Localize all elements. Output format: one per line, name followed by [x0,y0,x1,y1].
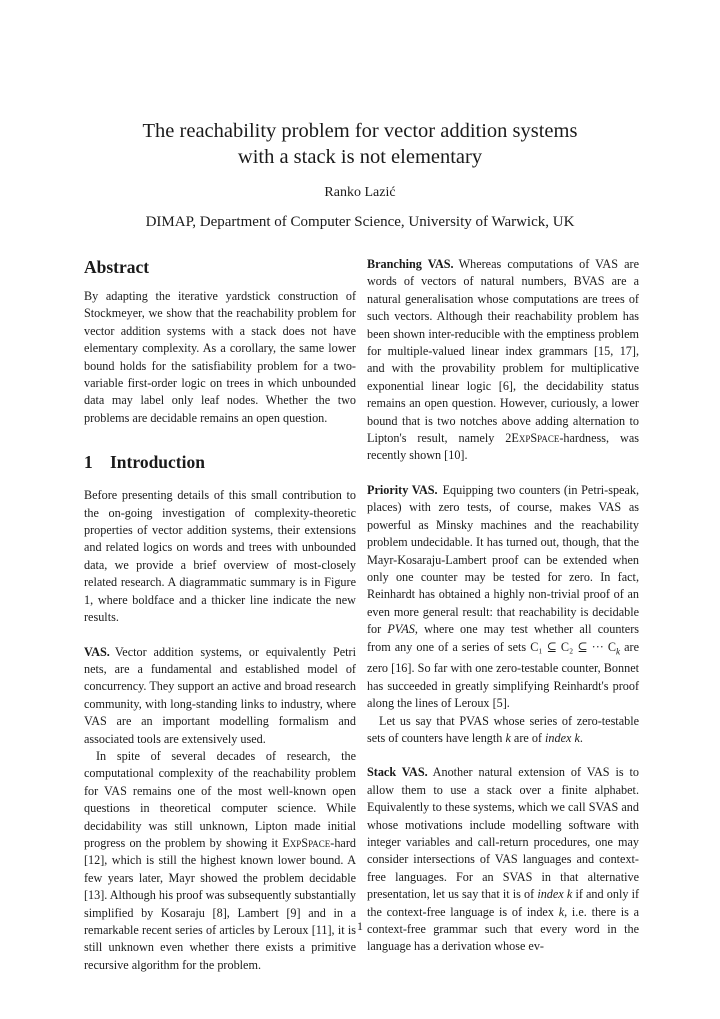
vas2-text-a: In spite of several decades of research, the computational complexity of the reachability problem for VAS remains one of the most well-known open questions in theoretical computer science. While decidability was still unknown, Lipton made initial progress on the problem by showing it [84,748,356,850]
index-k-term: index k [545,731,580,745]
section-title: Introduction [110,452,205,473]
paper-title [0,118,720,170]
priority-text-b: , where one may test whether all counters from any one of a series of sets C₁ ⊆ C₂ ⊆ ··· C [367,622,640,654]
index-term: index [537,887,564,902]
page-number: 1 [357,919,363,933]
priority-runin-heading: Priority VAS. [367,482,438,497]
branching-paragraph [367,256,639,465]
vas2-text-b: -hard [12], which is still the highest known lower bound. A few years later, Mayr showed the problem decidable [13]. Although his proof was subsequently substantially simplified by Kosaraju [8], Lambert [9] and in a remarkable recent series of articles by Leroux [11], it is still unknown even whether there exists a primitive recursive algorithm for the problem. [84,835,356,972]
priority2-text-b: are of [513,731,542,745]
abstract-text: By adapting the iterative yardstick construction of Stockmeyer, we show that the reachability problem for vector addition systems with a stack does not have elementary complexity. As a corollary, the same lower bound holds for the satisfiability problem for a two-variable first-order logic on trees in which unbounded data may label only leaf nodes. Whether the two problems are decidable remains an open question. [84,289,356,425]
pvas-term: PVAS [387,622,415,637]
priority-paragraph-2 [367,713,639,748]
branching-runin-heading: Branching VAS. [367,257,454,271]
priority2-text-a: Let us say that PVAS whose series of zero-testable sets of counters have length [367,713,639,745]
abstract-heading: Abstract [84,257,150,277]
priority-paragraph [367,482,639,713]
stack-text-a: Another natural extension of VAS is to allow them to use a stack over a finite alphabet. Equivalently to these systems, which we call SVAS and whose motivations include modelling software with integer variables and call-return procedures, one may consider intersections of VAS languages and context-free languages. For an SVAS in that alternative presentation, let us say that it is of [367,765,639,902]
stack-text-c: if and only if the context-free language is of index [367,887,640,919]
stack-text-e: , i.e. there is a context-free grammar such that every word in the language has a derivation whose ev- [367,904,639,954]
stack-runin-heading: Stack VAS. [367,765,428,780]
section-heading-introduction [84,451,356,473]
expspace-term: ExpSpace [282,835,331,850]
author-name: Ranko Lazić [324,185,396,200]
priority2-text-c: . [579,731,583,745]
vas-paragraph [84,644,356,748]
vas-text: Vector addition systems, or equivalently Petri nets, are a fundamental and established model of concurrency. They support an active and broad research community, with long-standing links to industry, where VAS are an important modelling formalism and associated tools are extensively used. [84,644,356,746]
priority-text-c: are zero [16]. So far with one zero-testable counter, Bonnet has succeeded in greatly simplifying Reinhardt's proof along the lines of Leroux [5]. [367,639,639,711]
stack-k-2: k [558,904,565,919]
priority2-k: k [505,731,511,745]
branching-text-a: Whereas computations of VAS are words of vectors of natural numbers, BVAS are a natural generalisation whose computations are trees of such vectors. Although their reachability problem has been shown inter-reducible with the emptiness problem for multiple-valued linear index grammars [15, 17], and with the provability problem for multiplicative exponential linear logic [6], the decidability status remains an open question. However, curiously, a lower bound that is two notches above adding alternation to Lipton's result, namely 2 [367,257,639,446]
vas-paragraph-2 [84,748,356,974]
priority-subscript: k [616,645,621,656]
title-line-1: The reachability problem for vector addition systems [142,120,578,142]
right-column [367,256,639,956]
vas-runin-heading: VAS. [84,644,110,659]
branching-text-b: -hardness, was recently shown [10]. [367,431,639,463]
expspace-term-2: ExpSpace [511,431,560,446]
left-column [84,256,356,974]
intro-paragraph: Before presenting details of this small contribution to the on-going investigation of complexity-theoretic properties of vector addition systems, their extensions and related logics on words and trees with unbounded data, we provide a brief overview of most-closely related research. A diagrammatic summary is in Figure 1, where boldface and a thicker line indicate the new results. [84,488,356,625]
author-affiliation: DIMAP, Department of Computer Science, University of Warwick, UK [145,214,575,230]
priority-text-a: Equipping two counters (in Petri-speak, places) with zero tests, of course, makes VAS as powerful as Minsky machines and the reachability problem undecidable. It has turned out, though, that the Mayr-Kosaraju-Lambert proof can be extended when only one counter may be tested for zero. In fact, Reinhardt has obtained a highly non-trivial proof of an even more general result: that reachability is decidable for [367,482,640,637]
title-line-2: with a stack is not elementary [237,146,483,168]
section-number: 1 [84,452,93,473]
stack-k: k [566,887,573,902]
